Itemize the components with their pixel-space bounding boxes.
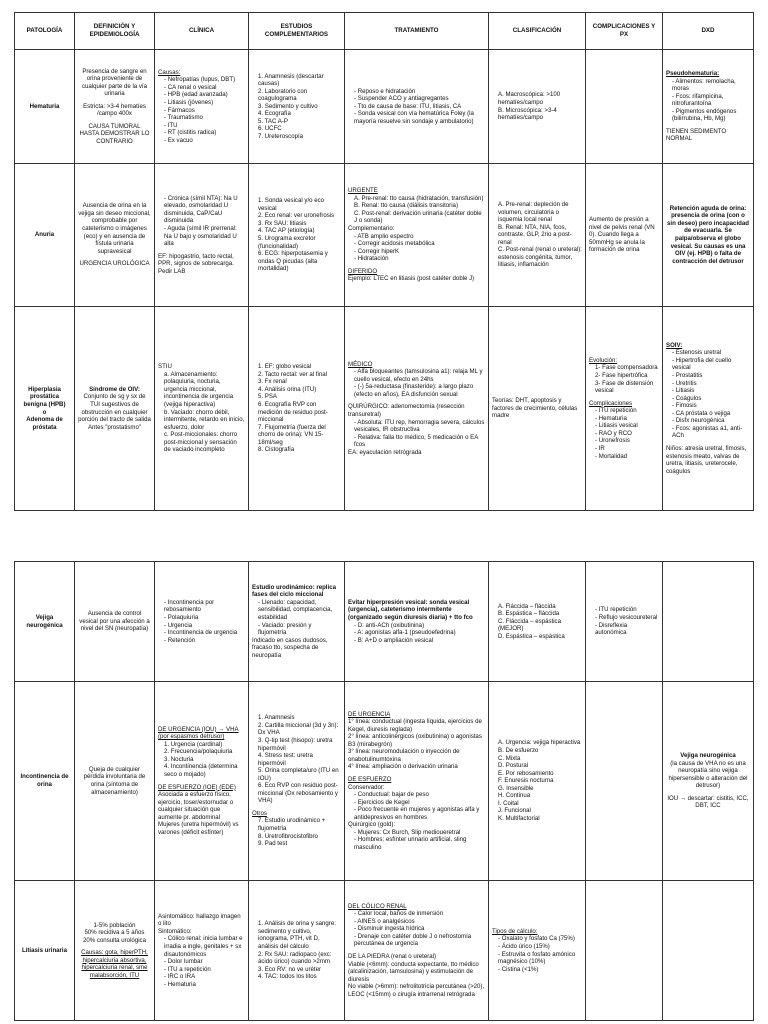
cell-line: - Estenosis uretral: [672, 349, 722, 357]
cell-line: CAUSA TUMORAL HASTA DEMOSTRAR LO CONTRARIO: [79, 122, 150, 145]
cell-line: - Disfx neurogénica: [672, 417, 725, 425]
cell-line: DE ESFUERZO (IOE) (EDE): [158, 783, 236, 791]
cell-estudios: [249, 562, 345, 682]
cell-line: - Traumatismo: [164, 114, 203, 122]
cell-line: 6. ECG: hiperpotasemia y ondas Q picudas (alta mortalidad): [258, 250, 328, 273]
cell-line: - ITU repetición: [595, 606, 637, 614]
cell-line: - RT (cistitis radica): [164, 129, 217, 137]
cell-line: - D: anti-ACh (oxibutinina): [354, 621, 425, 629]
row-incontinencia: [15, 682, 754, 881]
cell-line: 50% recidiva a 5 años: [84, 929, 145, 937]
cell-clasificacion: [489, 307, 586, 511]
cell-tratamiento: [345, 682, 489, 881]
cell-line: Complicaciones: [589, 399, 633, 407]
row-anuria: [15, 164, 754, 307]
cell-line: - Cistina (<1%): [498, 965, 539, 973]
cell-line: C. Fláccida – espástica (MEJOR): [498, 617, 561, 633]
cell-line: 20% consulta urológica: [82, 936, 146, 944]
cell-line: Queja de cualquier pérdida involuntaria de orina (síntoma de almacenamiento): [83, 765, 146, 796]
cell-line: Niños: atresia uretral, fimosis, estenosis meato, valvas de uretra, litiasis, ureterocele, coágulos: [666, 444, 747, 475]
cell-line: K. Multifactorial: [498, 814, 540, 822]
cell-line: 9. Pad test: [258, 840, 288, 848]
cell-line: 4° línea: ampliación o derivación urinaria: [348, 763, 458, 771]
cell-line: 1-5% población: [93, 921, 136, 929]
cell-line: - Calor local, baños de inmersión: [354, 910, 444, 918]
cell-line: D. Postural: [498, 762, 529, 770]
cell-line: 2. Tacto rectal: ver al final: [258, 370, 327, 378]
cell-definicion: [75, 164, 155, 307]
cell-line: H. Continua: [498, 792, 531, 800]
cell-line: EA: eyaculación retrógrada: [348, 448, 422, 456]
cell-line: 3. Nocturia: [164, 755, 194, 763]
cell-line: Quirúrgico (gold):: [348, 821, 396, 829]
cell-line: Otros: [252, 809, 267, 817]
cell-line: - Oxalato y fosfato Ca (75%): [498, 935, 575, 943]
cell-estudios: [249, 164, 345, 307]
cell-line: 6. Ecografía RVP con medición de residuo post-miccional: [258, 400, 328, 424]
cell-line: TIENEN SEDIMENTO NORMAL: [666, 127, 727, 143]
cell-line: B. Espástica – fláccida: [498, 610, 560, 618]
cell-line: Hiperplasia prostática benigna (HPB): [23, 385, 66, 408]
cell-line: - Dolor lumbar: [164, 958, 203, 966]
cell-patologia: Litiasis urinaria: [15, 881, 75, 1021]
cell-line: - Cólico renal: inicia lumbar e irradia a ingle, genitales + sx disautonómicos: [164, 935, 243, 958]
cell-line: - Absoluta: ITU rep, hemorragia severa, cálculos vesicales, IR obstructiva: [354, 418, 485, 434]
cell-line: C. Mixta: [498, 754, 521, 762]
cell-dxd: [663, 562, 754, 682]
cell-line: Estricta: >3-4 hematíes /campo 400x: [83, 102, 146, 118]
cell-line: - Disreflexia autonómica: [595, 621, 628, 637]
cell-line: - Hematuria: [595, 414, 627, 422]
cell-clinica: [155, 307, 249, 511]
cell-line: 2° línea: anticolinérgicos (oxibutinina) o agonistas B3 (mirabegrón): [348, 733, 482, 748]
cell-line: DIFERIDO: [348, 267, 378, 275]
cell-tratamiento: [345, 50, 489, 164]
cell-line: A. Pre-renal: tto causa (hidratación, transfusión): [354, 194, 484, 202]
cell-line: - Hidratación: [354, 255, 389, 263]
cell-line: Adenoma de próstata: [26, 416, 63, 431]
cell-clinica: [155, 164, 249, 307]
cell-line: Ausencia de orina en la vejiga sin deseo miccional, comprobable por cateterismo o imágenes (eco) y en ausencia de fístula urinaria supravesical: [78, 202, 151, 255]
header-complicaciones: COMPLICACIONES Y PX: [586, 13, 663, 50]
cell-line: 5. Orina completa/uro (ITU en IOU): [258, 767, 339, 782]
header-dxd: DXD: [663, 13, 754, 50]
cell-line: - Fcos: agonistas a1, anti-ACh: [672, 424, 743, 440]
cell-line: Teorías: DHT, apoptosis y factores de crecimiento, células madre: [492, 397, 578, 420]
cell-line: C. Post-renal: derivación urinaria (catéter doble J o sonda): [354, 209, 482, 225]
cell-line: J. Funcional: [498, 807, 531, 815]
cell-line: DE LA PIEDRA (renal o ureteral): [348, 953, 437, 960]
cell-definicion: [75, 307, 155, 511]
cell-line: Evolución:: [589, 356, 618, 364]
cell-line: Estudio urodinámico: replica fases del ciclo miccional: [252, 583, 336, 599]
cell-line: 5. PSA: [258, 393, 277, 401]
cell-definicion: [75, 562, 155, 682]
cell-line: - Fimosis: [672, 402, 697, 410]
cell-line: Mujeres (uretra hipermóvil) vs varones (déficit esfínter): [158, 821, 239, 836]
cell-line: F. Enuresis nocturna: [498, 777, 554, 785]
cell-line: EF: hipogastrio, tacto rectal, PPR, signos de sobrecarga. Pedir LAB: [158, 252, 234, 275]
cell-line: C. Post-renal (renal o ureteral): estenosis congénita, tumor, litiasis, inflamación: [498, 246, 582, 269]
cell-line: a. Almacenamiento: polaquiuria, nocturia, urgencia miccional, incontinencia de urgencia (vejiga hiperactiva): [164, 370, 234, 408]
row-hpb: [15, 307, 754, 511]
cell-line: 6. Eco RVP con residuo post-miccional (Dx rebosamiento y VHA): [258, 782, 338, 805]
cell-line: - Ex vacuo: [164, 136, 193, 144]
cell-line: 1. Anamnesis (descartar causas): [258, 72, 324, 88]
cell-line: - Conductual: bajar de peso: [354, 791, 429, 799]
cell-complicaciones: [586, 50, 663, 164]
cell-clasificacion: [489, 562, 586, 682]
cell-line: B. Renal: NTA, NIA, fcos, contraste, GLP, 2rio a post-renal: [498, 223, 572, 246]
cell-line: 4. TAC: todos los litos: [258, 973, 317, 981]
cell-line: - Fcos: rifampicina, nitrofurantoína: [672, 92, 724, 108]
cell-line: 3. Fx renal: [258, 378, 287, 386]
cell-line: - AINES o analgésicos: [354, 917, 415, 925]
cell-line: Asintomático: hallazgo imagen o lito: [158, 912, 241, 928]
cell-line: 1. Urgencia (cardinal): [164, 740, 223, 748]
cell-dxd: [663, 881, 754, 1021]
cell-line: - CA próstata o vejiga: [672, 409, 731, 417]
cell-line: A. Macroscópica: >100 hematíes/campo: [498, 91, 561, 106]
cell-clinica: [155, 682, 249, 881]
cell-dxd: [663, 50, 754, 164]
cell-line: G. Insensible: [498, 784, 534, 792]
cell-line: - Reposo e hidratación: [354, 87, 416, 95]
cell-line: Ejemplo: LTEC en litiasis (post catéter doble J): [348, 275, 475, 283]
cell-line: - Sonda vesical con vía hematúrica Foley (la mayoría resuelve sin sondaje y ambulatorio): [354, 110, 474, 125]
cell-complicaciones: [586, 881, 663, 1021]
cell-line: 1. Sonda vesical y/o eco vesical: [258, 197, 325, 212]
cell-line: A. Urgencia: vejiga hiperactiva: [498, 739, 581, 747]
cell-patologia: Incontinencia de orina: [15, 682, 75, 881]
header-row: [15, 13, 754, 50]
cell-clasificacion: [489, 881, 586, 1021]
cell-line: - RAO y RCO: [595, 429, 632, 437]
cell-line: - Hombres: esfínter urinario artificial, sling masculino: [354, 836, 467, 851]
cell-line: 7. Ureteroscopía: [258, 132, 304, 140]
cell-line: SOIV:: [666, 341, 683, 349]
cell-line: - Uronefrosis: [595, 437, 630, 445]
cell-line: - Suspender ACO y antiagregantes: [354, 95, 449, 103]
cell-line: - IR: [595, 444, 605, 452]
cell-definicion: [75, 50, 155, 164]
cell-line: - Drenaje con catéter doble J o nefrostomía percutánea de urgencia: [354, 932, 472, 948]
cell-line: DE ESFUERZO: [348, 775, 392, 783]
cell-line: - Uretritis: [672, 379, 697, 387]
cell-line: 2. Laboratorio con coagulograma: [258, 87, 308, 103]
cell-line: B. De esfuerzo: [498, 747, 539, 755]
cell-line: QUIRÚRGICO: adenomectomía (resección transuretral): [348, 403, 465, 418]
cell-line: DEL CÓLICO RENAL: [348, 902, 407, 910]
cell-clinica: [155, 50, 249, 164]
cell-line: - ITU: [164, 121, 178, 129]
cell-line: No viable (>6mm): nefrolitotricia percutánea (>20), LEOC (<15mm) o cirugía intrarrenal retrógrada: [348, 983, 485, 998]
cell-line: b. Vaciado: chorro débil, intermitente, retardo en inicio, esfuerzo, dolor: [164, 408, 245, 431]
cell-line: - Litiasis vesical: [595, 422, 638, 430]
cell-line: Síndrome de OIV:: [89, 385, 140, 393]
cell-line: - Pigmentos endógenos (bilirrubina, Hb, Mg): [672, 107, 737, 123]
cell-complicaciones: [586, 562, 663, 682]
cell-clasificacion: [489, 682, 586, 881]
cell-estudios: [249, 881, 345, 1021]
cell-line: - Relativa: falla tto médico, 5 medicación o EA fcos: [354, 433, 478, 449]
cell-estudios: [249, 307, 345, 511]
cell-line: (la causa de VHA no es una neuropatía sino vejiga hipersensible o alteración del detrusor): [668, 759, 748, 790]
cell-line: - A: agonistas alfa-1 (pseudoefedrina): [354, 629, 456, 637]
cell-line: c. Post-miccionales: chorro post-miccional y sensación de vaciado incompleto: [164, 431, 238, 454]
cell-line: - ITU a repetición: [164, 965, 211, 973]
cell-line: Ausencia de control vesical por una afección a nivel del SN (neuropatía): [79, 610, 150, 633]
cell-line: - Incontinencia por rebosamiento: [164, 598, 215, 614]
cell-line: A. Fláccida – fláccida: [498, 602, 556, 610]
cell-line: 1. Anamnesis: [258, 714, 295, 722]
cell-line: Sintomático:: [158, 927, 192, 935]
cell-line: 2. Frecuencia/polaquiuria: [164, 748, 233, 756]
cell-line: 7. Flujometría (fuerza del chorro de orina): VN 15-18ml/seg: [258, 423, 326, 446]
cell-line: 3. Q-tip test (hisopo): uretra hipermóvil: [258, 736, 333, 752]
cell-line: 1. Análisis de orina y sangre: sedimento y cultivo, ionograma, PTH, vit D, análisis del cálculo: [258, 920, 336, 950]
cell-line: STIU: [158, 363, 172, 371]
cell-line: - Litiasis: [672, 387, 695, 395]
header-clinica: CLÍNICA: [155, 13, 249, 50]
cell-definicion: [75, 682, 155, 881]
cell-line: - Urgencia: [164, 621, 193, 629]
cell-dxd: [663, 164, 754, 307]
cell-line: - Mujeres: Cx Burch, Slip medioueretral: [354, 828, 461, 836]
cell-line: - Fármacos: [164, 106, 195, 114]
header-estudios: ESTUDIOS COMPLEMENTARIOS: [249, 13, 345, 50]
cell-line: - Crónica (símil NTA): Na U elevado, osmolaridad U disminuida, CaP/CaU disminuida: [164, 194, 238, 225]
cell-line: DE URGENCIA (IOU) → VHA (por espasmos detrusor): [158, 725, 239, 741]
cell-line: Antes "prostatismo": [87, 423, 142, 431]
cell-patologia: [15, 307, 75, 511]
cell-line: Tipos de cálculo:: [492, 927, 538, 935]
cell-line: Indicado en casos dudosos, fracaso tto, sospecha de neuropatía: [252, 636, 328, 659]
cell-line: - Disminuir ingesta hídrica: [354, 925, 425, 933]
cell-line: - Corregir hiperK: [354, 247, 400, 255]
cell-line: 4. TAC AP (etiología): [258, 227, 315, 235]
cell-complicaciones: [586, 164, 663, 307]
cell-line: Retención aguda de orina: presencia de orina (con o sin deseo) pero incapacidad de evacuarla. Se palpa/observa el globo vesical. Su causas es una OIV (ej. HPB) o falta de contracción del detrusor: [667, 204, 749, 265]
cell-estudios: [249, 50, 345, 164]
cell-patologia: Vejiga neurogénica: [15, 562, 75, 682]
cell-complicaciones: [586, 307, 663, 511]
cell-line: 4. Incontinencia (determina seco o mojado): [164, 763, 238, 778]
row-hematuria: [15, 50, 754, 164]
cell-line: Pseudohematuria:: [666, 70, 720, 78]
cell-line: Presencia de sangre en orina proveniente de cualquier parte de la vía urinaria: [81, 67, 148, 98]
cell-line: 5. TAC A-P: [258, 117, 288, 125]
cell-line: Asociada a esfuerzo físico, ejercicio, toser/estornudar o cualquier situación que aumente pr. abdominal: [158, 791, 234, 821]
cell-line: - Alfa bloqueantes (tamsulosina a1): relaja ML y cuello vesical, efecto en 24hs: [354, 368, 483, 383]
cell-line: - Tto de causa de base: ITU, litiasis, CA: [354, 102, 462, 110]
cell-line: 4. Ecografía: [258, 110, 291, 118]
cell-line: - Polaquiuria: [164, 613, 199, 621]
header-patologia: PATOLOGÍA: [15, 13, 75, 50]
cell-line: Causas: gota, hiperPTH, hipercalciuria absortiva, hipercalciuria renal, sme malabsorción, ITU: [81, 949, 148, 979]
cell-line: - Coágulos: [672, 394, 702, 402]
cell-line: - Vaciado: presión y flujometría: [258, 621, 312, 637]
cell-line: - Hematuria: [164, 980, 196, 988]
cell-line: 3. Rx SAU: litiasis: [258, 219, 307, 227]
table-block-2: [14, 561, 754, 1021]
cell-line: - Ácido úrico (15%): [498, 942, 550, 950]
cell-estudios: [249, 682, 345, 881]
cell-line: B. Microscópica: >3-4 hematíes/campo: [498, 106, 557, 122]
cell-clinica: [155, 881, 249, 1021]
cell-line: Evitar hiperpresión vesical: sonda vesical (urgencia), cateterismo intermitente (organizado según diuresis diaria) + tto fco: [348, 598, 473, 621]
cell-line: - ITU repetición: [595, 407, 637, 415]
cell-line: Vejiga neurogénica: [680, 752, 736, 760]
cell-line: - Mortalidad: [595, 452, 628, 460]
cell-line: DE URGENCIA: [348, 710, 391, 718]
cell-line: - Aguda (símil IR prerrenal: Na U bajo y osmolaridad U alta: [164, 224, 237, 248]
header-definicion: DEFINICIÓN Y EPIDEMIOLOGÍA: [75, 13, 155, 50]
cell-line: - IRC o IRA: [164, 973, 196, 981]
cell-line: Viable (<6mm): conducta expectante, tto médico (alcalinización, tamsulosina) y estimulación de diuresis: [348, 960, 479, 983]
cell-tratamiento: [345, 562, 489, 682]
cell-line: - (-) 5a-reductasa (finasteride): a largo plazo (efecto en años), EA disfunción sexual: [354, 383, 474, 398]
row-vejiga-neurogenica: [15, 562, 754, 682]
cell-line: 4. Análisis orina (ITU): [258, 385, 317, 393]
cell-line: 8. Uretrofibrocistofibro: [258, 832, 318, 840]
cell-definicion: [75, 881, 155, 1021]
cell-line: 2. Rx SAU: radiopaco (exc: ácido úrico) cuando >2mm: [258, 950, 332, 966]
cell-line: - Litiasis (jóvenes): [164, 98, 214, 106]
cell-line: - Nefropatías (lupus, DBT): [164, 76, 236, 84]
cell-line: E. Por rebosamiento: [498, 769, 554, 777]
cell-line: A. Pre-renal: depleción de volumen, circulatoria o isquemia local renal: [498, 201, 569, 224]
cell-line: - Ejercicios de Kegel: [354, 798, 410, 806]
cell-line: - Estruvita o fosfato amónico magnésico (10%): [498, 950, 576, 966]
cell-line: o: [42, 408, 47, 416]
cell-line: IOU → descartar: cistitis, ICC, DBT, ICC: [667, 794, 749, 810]
cell-tratamiento: [345, 164, 489, 307]
cell-line: MÉDICO: [348, 360, 373, 368]
cell-line: 4. Stress test: uretra hipermóvil: [258, 752, 313, 767]
cell-line: - B: A+D o ampliación vesical: [354, 636, 434, 644]
cell-line: 3- Fase de distensión vesical: [595, 379, 654, 395]
cell-line: URGENTE: [348, 187, 378, 195]
cell-line: Causas:: [158, 68, 181, 76]
cell-line: - Hipertrofia del cuello vesical: [672, 356, 732, 372]
cell-line: Conjunto de sg y sx de TUI sugestivos de obstrucción en cualquier porción del tracto de salida: [78, 393, 151, 424]
cell-clasificacion: [489, 50, 586, 164]
cell-line: - Prostatitis: [672, 372, 703, 380]
table-block-1: [14, 12, 754, 511]
cell-line: D. Espástica – espástica: [498, 632, 565, 640]
cell-line: - Poco frecuente en mujeres y agonistas alfa y antidepresivos en hombres: [354, 806, 480, 821]
cell-line: - Reflujo vesicoureteral: [595, 613, 658, 621]
cell-patologia: Hematuria: [15, 50, 75, 164]
cell-line: I. Coital: [498, 799, 519, 807]
cell-line: Aumento de presión a nivel de pelvis renal (VN 0). Cuando llega a 50mmHg se anula la formación de orina: [589, 216, 655, 254]
cell-line: 1° línea: conductual (ingesta líquida, ejercicios de Kegel, diuresis reglada): [348, 718, 482, 733]
cell-line: 1- Fase compensadora: [595, 364, 658, 372]
cell-dxd: [663, 307, 754, 511]
header-tratamiento: TRATAMIENTO: [345, 13, 489, 50]
cell-dxd: [663, 682, 754, 881]
cell-line: 3. Sedimento y cultivo: [258, 102, 318, 110]
row-litiasis: [15, 881, 754, 1021]
cell-line: 6. UCFC: [258, 125, 282, 133]
cell-line: 2. Cartilla miccional (3d y 3n): Dx VHA: [258, 721, 339, 737]
cell-line: - Retención: [164, 636, 196, 644]
cell-tratamiento: [345, 881, 489, 1021]
cell-clinica: [155, 562, 249, 682]
cell-line: - Alimentos: remolacha, moras: [672, 77, 736, 93]
cell-clasificacion: [489, 164, 586, 307]
cell-complicaciones: [586, 682, 663, 881]
cell-line: 8. Cistografía: [258, 446, 295, 454]
cell-line: URGENCIA UROLÓGICA: [79, 260, 150, 268]
cell-line: 5. Urograma excretor (funcionalidad): [258, 235, 316, 250]
cell-line: B. Renal: tto causa (diálisis transitoria): [354, 202, 458, 210]
cell-line: - Corregir acidosis metabólica: [354, 240, 435, 248]
header-clasificacion: CLASIFICACIÓN: [489, 13, 586, 50]
cell-patologia: Anuria: [15, 164, 75, 307]
cell-line: 3. Eco RV: no ve uréter: [258, 965, 322, 973]
cell-line: 3° línea: neuromodulación o inyección de onabotulinumtoxina: [348, 748, 460, 763]
cell-line: 1. EF: globo vesical: [258, 363, 312, 371]
cell-line: - CA renal o vesical: [164, 83, 217, 91]
cell-line: 2- Fase hipertrófica: [595, 372, 648, 380]
cell-line: 7. Estudio urodinámico + flujometría: [258, 817, 326, 832]
cell-line: - Llenado: capacidad, sensibilidad, complacencia, estabilidad: [258, 598, 333, 621]
cell-tratamiento: [345, 307, 489, 511]
cell-line: 2. Eco renal: ver uronefrosis: [258, 212, 335, 220]
cell-line: Conservador:: [348, 783, 385, 791]
cell-line: - ATB amplio espectro: [354, 232, 414, 240]
cell-line: - Incontinencia de urgencia: [164, 629, 238, 637]
cell-line: Complementario:: [348, 224, 395, 232]
cell-line: - HPB (edad avanzada): [164, 91, 228, 99]
